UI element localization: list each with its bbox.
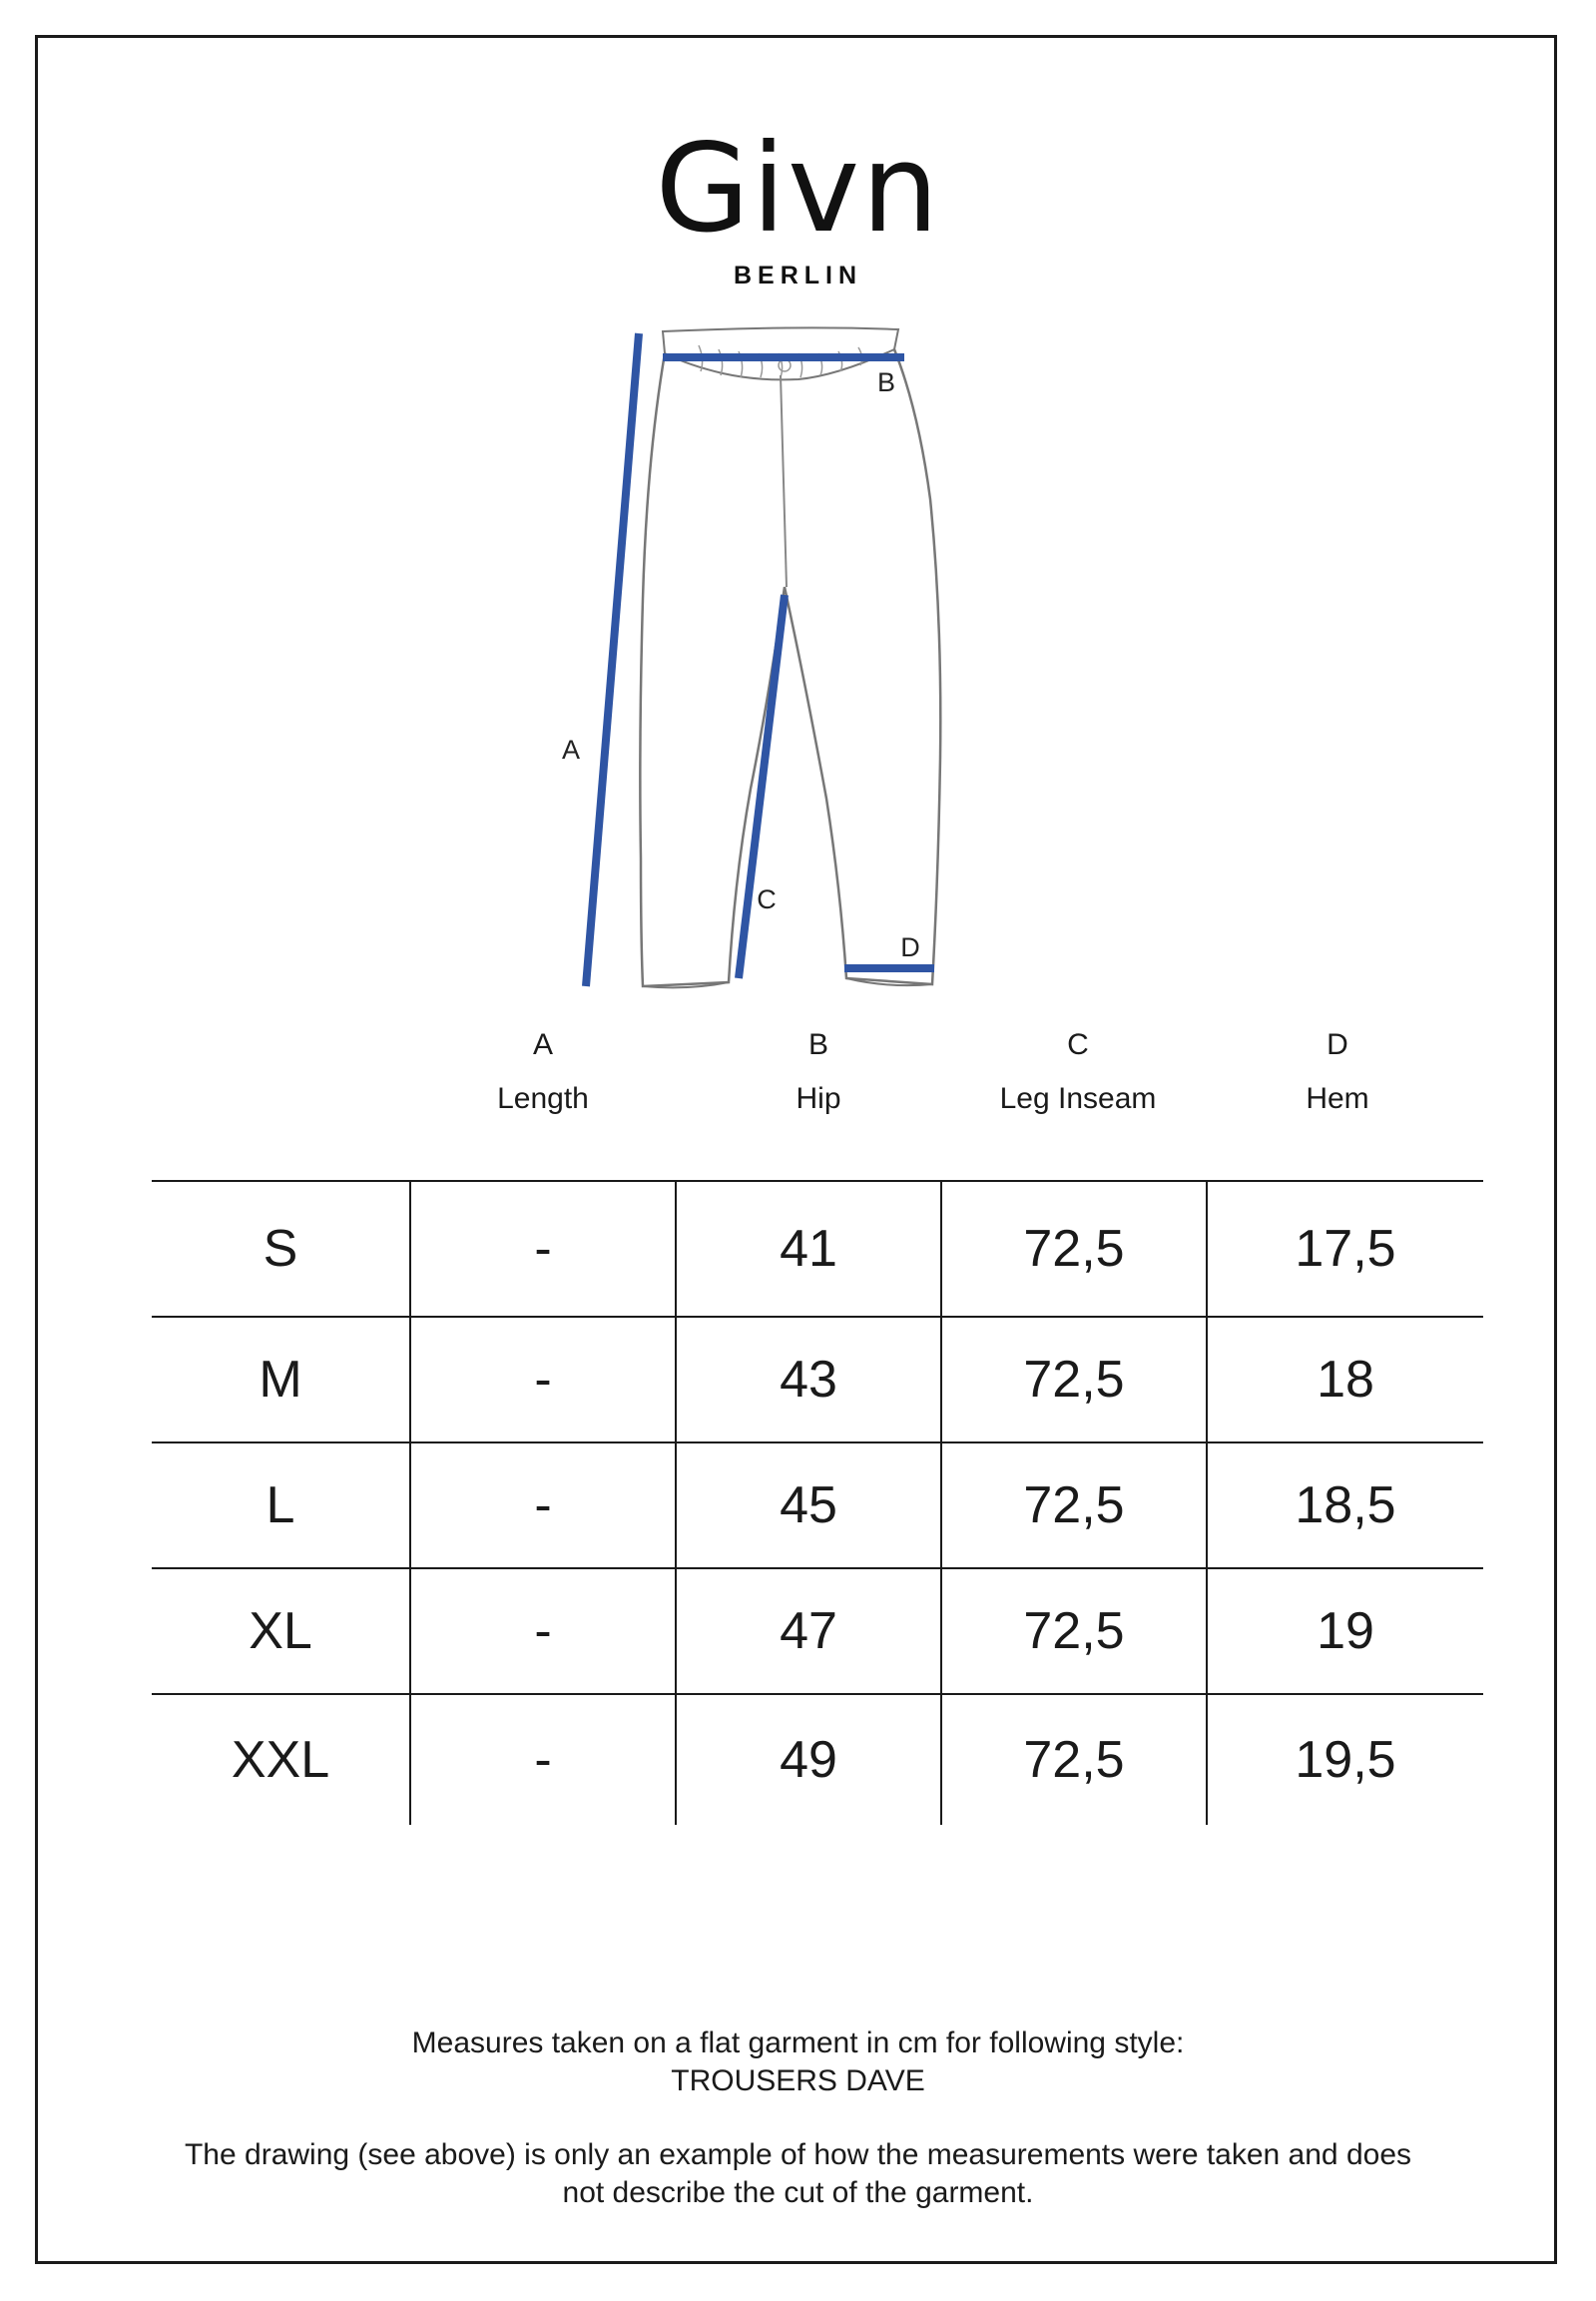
trousers-measurement-diagram <box>0 0 1596 1008</box>
measures-note <box>0 2024 1596 2100</box>
measure-line-c-inseam <box>739 595 785 978</box>
inseam-cell: 72,5 <box>940 1443 1206 1567</box>
inseam-cell: 72,5 <box>940 1569 1206 1693</box>
column-heading-d <box>1208 1018 1467 1126</box>
diagram-label-a: A <box>561 735 581 765</box>
inseam-cell: 72,5 <box>940 1182 1206 1316</box>
diagram-label-b: B <box>876 367 896 397</box>
size-cell: XL <box>249 1602 312 1660</box>
length-cell: - <box>409 1443 675 1567</box>
size-cell: M <box>259 1351 302 1409</box>
hip-cell: 49 <box>675 1695 940 1825</box>
diagram-label-d: D <box>900 932 920 962</box>
column-heading-b <box>689 1018 948 1126</box>
disclaimer-line-1: The drawing (see above) is only an example of how the measurements were taken and does <box>184 2138 1412 2171</box>
measure-line-a-length <box>586 333 639 986</box>
hem-cell: 17,5 <box>1206 1182 1483 1316</box>
measures-line: Measures taken on a flat garment in cm for following style: <box>411 2026 1185 2059</box>
column-name: Hem <box>1306 1082 1369 1115</box>
trousers-outline <box>640 349 940 986</box>
diagram-label-c: C <box>757 884 777 914</box>
column-name: Length <box>497 1082 589 1115</box>
table-row <box>152 1441 1483 1567</box>
brand-logo: Givn <box>655 118 941 260</box>
column-heading-a <box>413 1018 673 1126</box>
size-table <box>152 1180 1483 1825</box>
hem-cell: 19 <box>1206 1569 1483 1693</box>
table-row <box>152 1180 1483 1316</box>
hip-cell: 41 <box>675 1182 940 1316</box>
column-name: Leg Inseam <box>999 1082 1157 1115</box>
size-cell: L <box>266 1476 295 1534</box>
size-cell: S <box>263 1220 298 1278</box>
column-letter: B <box>807 1028 828 1061</box>
inseam-cell: 72,5 <box>940 1695 1206 1825</box>
length-cell: - <box>409 1569 675 1693</box>
inseam-cell: 72,5 <box>940 1318 1206 1441</box>
table-row <box>152 1693 1483 1825</box>
brand-city: BERLIN <box>733 262 863 289</box>
column-heading-c <box>948 1018 1208 1126</box>
style-name: TROUSERS DAVE <box>671 2064 925 2097</box>
length-cell: - <box>409 1318 675 1441</box>
column-name: Hip <box>796 1082 841 1115</box>
hip-cell: 47 <box>675 1569 940 1693</box>
length-cell: - <box>409 1695 675 1825</box>
column-letter: A <box>532 1028 553 1061</box>
size-cell: XXL <box>231 1731 330 1789</box>
hem-cell: 18 <box>1206 1318 1483 1441</box>
crotch-seam <box>781 375 787 587</box>
length-cell: - <box>409 1182 675 1316</box>
hem-cell: 18,5 <box>1206 1443 1483 1567</box>
disclaimer-note <box>0 2136 1596 2212</box>
column-letter: D <box>1327 1028 1348 1061</box>
column-letter: C <box>1067 1028 1089 1061</box>
table-row <box>152 1567 1483 1693</box>
table-row <box>152 1316 1483 1441</box>
hip-cell: 45 <box>675 1443 940 1567</box>
disclaimer-line-2: not describe the cut of the garment. <box>562 2176 1034 2209</box>
hem-cell: 19,5 <box>1206 1695 1483 1825</box>
hip-cell: 43 <box>675 1318 940 1441</box>
